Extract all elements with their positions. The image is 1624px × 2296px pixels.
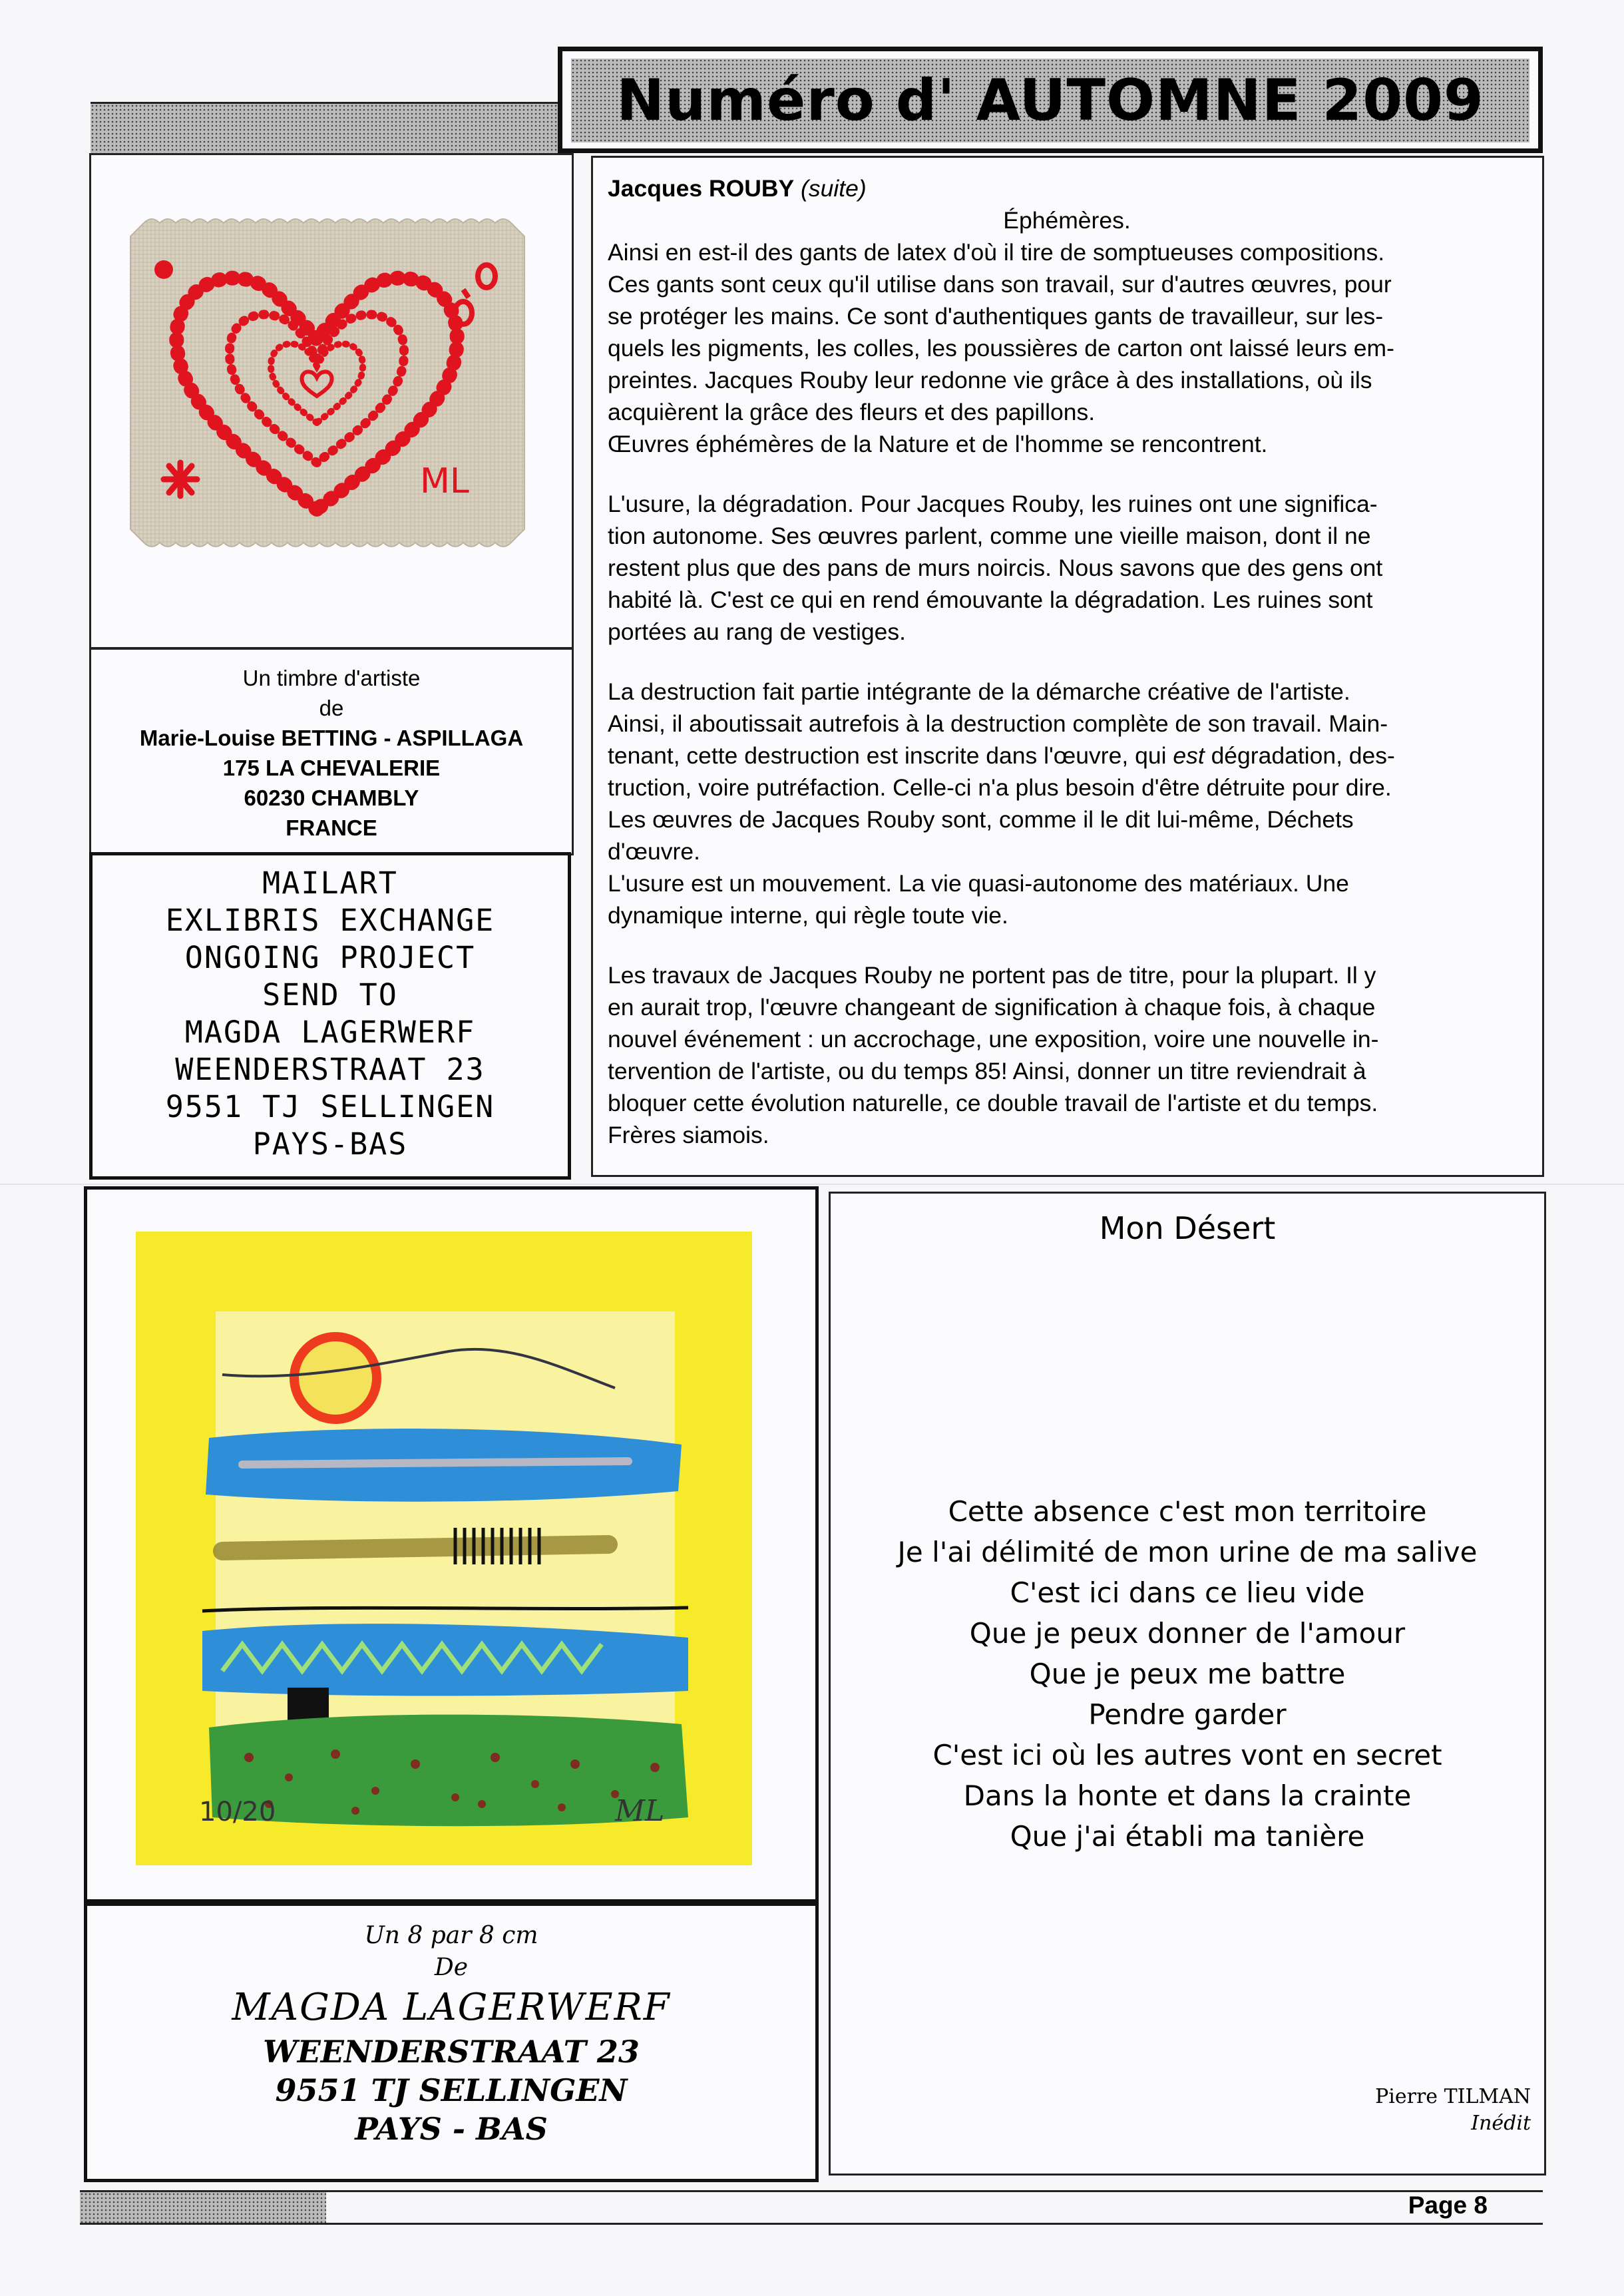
- poem-line: Cette absence c'est mon territoire: [948, 1495, 1427, 1528]
- page-number: Page 8: [1408, 2191, 1488, 2219]
- article-line: La destruction fait partie intégrante de la démarche créative de l'artiste.: [608, 678, 1350, 705]
- painting-caption-line: Un 8 par 8 cm: [364, 1922, 538, 1949]
- painting-artist-name: MAGDA LAGERWERF: [232, 1986, 671, 2029]
- poem-body: [829, 1491, 1546, 1857]
- poem-author: Pierre TILMAN: [1375, 2085, 1531, 2108]
- article-line: Œuvres éphémères de la Nature et de l'homme se rencontrent.: [608, 431, 1268, 457]
- article-line: tion autonome. Ses œuvres parlent, comme une vieille maison, dont il ne: [608, 523, 1371, 549]
- mailart-notice: [89, 852, 571, 1180]
- article-line: truction, voire putréfaction. Celle-ci n'a plus besoin d'être détruite pour dire.: [608, 774, 1392, 801]
- poem-line: Pendre garder: [1088, 1698, 1287, 1731]
- article-line: [608, 740, 1526, 772]
- stamp-artist-name: Marie-Louise BETTING - ASPILLAGA: [139, 726, 524, 750]
- painting-country: PAYS - BAS: [355, 2111, 548, 2147]
- stamp-caption: [89, 648, 574, 855]
- article-line: L'usure, la dégradation. Pour Jacques Rouby, les ruines ont une significa-: [608, 491, 1378, 517]
- article-line: Les œuvres de Jacques Rouby sont, comme il le dit lui-même, Déchets: [608, 806, 1354, 833]
- painting-caption: [84, 1903, 819, 2182]
- article-suite-label: (suite): [801, 175, 867, 202]
- mailart-line: ONGOING PROJECT: [184, 940, 476, 975]
- stamp-caption-line: de: [319, 696, 344, 720]
- header-dither-band: [91, 102, 559, 158]
- stamp-caption-line: Un timbre d'artiste: [242, 666, 421, 690]
- landscape-painting-image: [136, 1232, 752, 1865]
- stamp-initials: ML: [420, 461, 469, 501]
- article-emphasis: est: [1173, 742, 1205, 769]
- article-text: dégradation, des-: [1204, 742, 1395, 769]
- article-line: Ces gants sont ceux qu'il utilise dans son travail, sur d'autres œuvres, pour: [608, 271, 1392, 298]
- article-line: habité là. C'est ce qui en rend émouvante la dégradation. Les ruines sont: [608, 586, 1373, 613]
- mailart-line: WEENDERSTRAAT 23: [175, 1052, 485, 1087]
- article-line: dynamique interne, qui règle toute vie.: [608, 902, 1008, 929]
- article-line: acquièrent la grâce des fleurs et des papillons.: [608, 399, 1096, 425]
- poem-line: C'est ici dans ce lieu vide: [1010, 1576, 1365, 1609]
- painting-address-line: WEENDERSTRAAT 23: [263, 2034, 640, 2070]
- article-jacques-rouby: [591, 156, 1544, 1177]
- artist-stamp-image: [117, 196, 550, 566]
- stamp-address-line: 60230 CHAMBLY: [244, 786, 419, 810]
- stamp-address-line: 175 LA CHEVALERIE: [222, 756, 441, 780]
- article-line: en aurait trop, l'œuvre changeant de signification à chaque fois, à chaque: [608, 994, 1376, 1021]
- article-line: bloquer cette évolution naturelle, ce double travail de l'artiste et du temps.: [608, 1090, 1378, 1116]
- article-line: Ainsi, il aboutissait autrefois à la destruction complète de son travail. Main-: [608, 710, 1388, 737]
- mailart-line: SEND TO: [262, 977, 398, 1013]
- article-text: tenant, cette destruction est inscrite dans l'œuvre, qui: [608, 742, 1173, 769]
- poem-title: Mon Désert: [1099, 1210, 1276, 1246]
- issue-title: Numéro d' AUTOMNE 2009: [616, 67, 1484, 134]
- mailart-line: PAYS-BAS: [252, 1126, 408, 1162]
- poem-line: Je l'ai délimité de mon urine de ma salive: [897, 1536, 1478, 1568]
- painting-caption-line: De: [434, 1954, 469, 1981]
- painting-address-line: 9551 TJ SELLINGEN: [275, 2072, 628, 2108]
- poem-line: Que je peux me battre: [1029, 1658, 1346, 1690]
- article-line: se protéger les mains. Ce sont d'authentiques gants de travailleur, sur les-: [608, 303, 1384, 330]
- article-author: Jacques ROUBY: [608, 175, 795, 202]
- poem-signature: [1265, 2084, 1531, 2137]
- article-line: Frères siamois.: [608, 1122, 769, 1148]
- article-line: tervention de l'artiste, ou du temps 85! Ainsi, donner un titre reviendrait à: [608, 1058, 1366, 1084]
- article-line: restent plus que des pans de murs noircis. Nous savons que des gens ont: [608, 555, 1383, 581]
- article-line: Ainsi en est-il des gants de latex d'où il tire de somptueuses compositions.: [608, 239, 1385, 266]
- article-line: preintes. Jacques Rouby leur redonne vie grâce à des installations, où ils: [608, 367, 1372, 393]
- poem-line: Que j'ai établi ma tanière: [1010, 1820, 1365, 1853]
- painting-signature: ML: [615, 1794, 665, 1828]
- article-line: d'œuvre.: [608, 838, 700, 865]
- poem-line: C'est ici où les autres vont en secret: [932, 1739, 1442, 1771]
- article-line: Les travaux de Jacques Rouby ne portent pas de titre, pour la plupart. Il y: [608, 962, 1376, 989]
- stamp-country: FRANCE: [286, 815, 377, 840]
- footer-dither-band: [80, 2190, 326, 2225]
- edition-number: 10/20: [199, 1797, 276, 1827]
- poem-line: Dans la honte et dans la crainte: [963, 1779, 1412, 1812]
- star-icon: [164, 463, 197, 496]
- sun-icon: [294, 1337, 377, 1419]
- article-line: quels les pigments, les colles, les poussières de carton ont laissé leurs em-: [608, 335, 1394, 361]
- mailart-line: MAILART: [262, 865, 398, 901]
- paper-fold-line: [0, 1184, 1624, 1185]
- article-subtitle: Éphémères.: [1003, 207, 1131, 234]
- footer-bar: [325, 2190, 1543, 2225]
- poem-line: Que je peux donner de l'amour: [969, 1617, 1406, 1650]
- mailart-line: 9551 TJ SELLINGEN: [165, 1089, 495, 1124]
- mailart-line: EXLIBRIS EXCHANGE: [165, 903, 495, 938]
- article-heading: [608, 172, 1526, 204]
- article-line: L'usure est un mouvement. La vie quasi-autonome des matériaux. Une: [608, 870, 1349, 897]
- poem-note: Inédit: [1471, 2112, 1531, 2135]
- mailart-line: MAGDA LAGERWERF: [184, 1015, 476, 1050]
- article-line: nouvel événement : un accrochage, une exposition, voire une nouvelle in-: [608, 1026, 1379, 1052]
- article-line: portées au rang de vestiges.: [608, 618, 906, 645]
